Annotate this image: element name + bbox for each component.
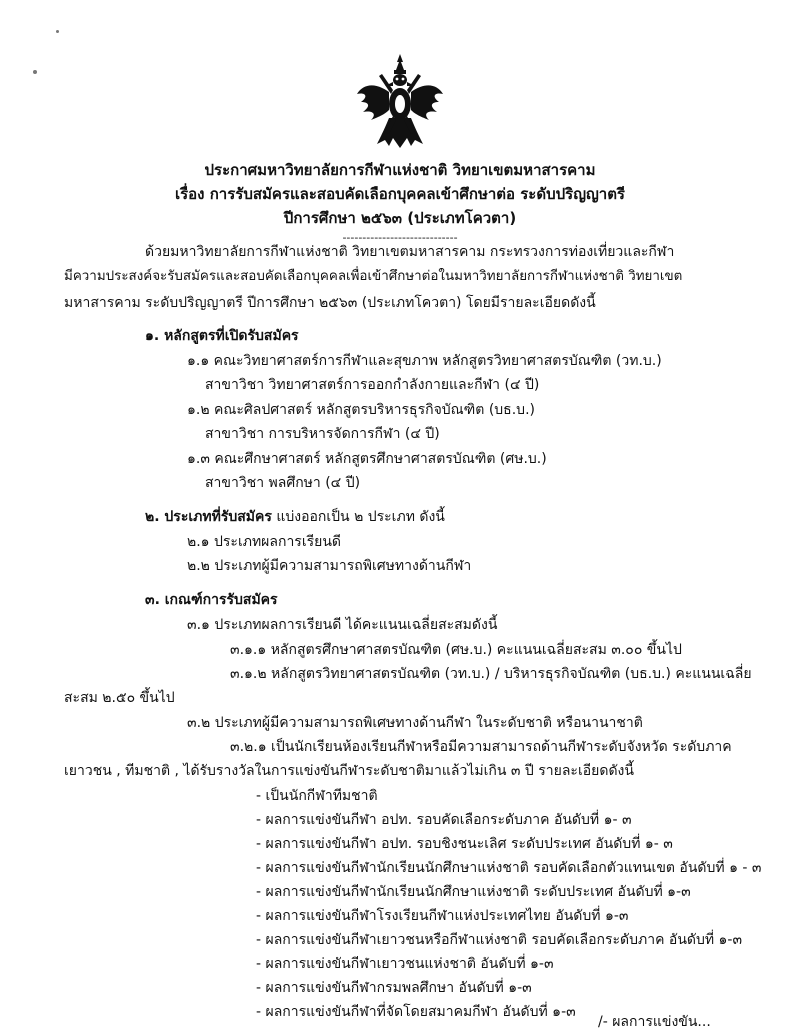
list-item: - ผลการแข่งขันกีฬานักเรียนนักศึกษาแห่งชาติ รอบคัดเลือกตัวแทนเขต อันดับที่ ๑ - ๓ <box>256 860 762 876</box>
intro-line-1: ด้วยมหาวิทยาลัยการกีฬาแห่งชาติ วิทยาเขตมหาสารคาม กระทรวงการท่องเที่ยวและกีฬา <box>145 244 675 260</box>
s2-item-1: ๒.๑ ประเภทผลการเรียนดี <box>187 534 341 550</box>
list-item: - ผลการแข่งขันกีฬาโรงเรียนกีฬาแห่งประเทศไทย อันดับที่ ๑-๓ <box>256 908 629 924</box>
s2-item-2: ๒.๒ ประเภทผู้มีความสามารถพิเศษทางด้านกีฬา <box>187 558 472 574</box>
intro-line-3: มหาสารคาม ระดับปริญญาตรี ปีการศึกษา ๒๕๖๓ (ประเภทโควตา) โดยมีรายละเอียดดังนี้ <box>64 295 596 311</box>
header-line-2: เรื่อง การรับสมัครและสอบคัดเลือกบุคคลเข้าศึกษาต่อ ระดับปริญญาตรี <box>174 185 625 203</box>
continued-footer: /- ผลการแข่งขัน... <box>598 1014 711 1030</box>
section-1-heading: ๑. หลักสูตรที่เปิดรับสมัคร <box>145 328 299 344</box>
s1-item-3: ๑.๓ คณะศึกษาศาสตร์ หลักสูตรศึกษาศาสตรบัณฑิต (ศษ.บ.) <box>187 451 547 467</box>
s3-item-2-1: ๓.๒.๑ เป็นนักเรียนห้องเรียนกีฬาหรือมีความสามารถด้านกีฬาระดับจังหวัด ระดับภาค <box>230 739 732 755</box>
list-item: - ผลการแข่งขันกีฬากรมพลศึกษา อันดับที่ ๑-๓ <box>256 980 532 996</box>
s1-item-2: ๑.๒ คณะศิลปศาสตร์ หลักสูตรบริหารธุรกิจบัณฑิต (บธ.บ.) <box>187 402 535 418</box>
list-item: - ผลการแข่งขันกีฬาเยาวชนหรือกีฬาแห่งชาติ รอบคัดเลือกระดับภาค อันดับที่ ๑-๓ <box>256 932 743 948</box>
list-item: - ผลการแข่งขันกีฬาเยาวชนแห่งชาติ อันดับที่ ๑-๓ <box>256 956 554 972</box>
s3-item-1-2-cont: สะสม ๒.๕๐ ขึ้นไป <box>64 690 175 706</box>
header-divider: ----------------------------- <box>342 231 458 244</box>
scan-speck <box>33 70 37 74</box>
header-line-1: ประกาศมหาวิทยาลัยการกีฬาแห่งชาติ วิทยาเขตมหาสารคาม <box>204 161 596 179</box>
list-item: - ผลการแข่งขันกีฬา อปท. รอบคัดเลือกระดับภาค อันดับที่ ๑- ๓ <box>256 812 632 828</box>
header-line-3: ปีการศึกษา ๒๕๖๓ (ประเภทโควตา) <box>283 209 517 227</box>
section-2-heading-rest: แบ่งออกเป็น ๒ ประเภท ดังนี้ <box>271 509 445 525</box>
section-2-heading-row <box>145 507 445 527</box>
list-item: - ผลการแข่งขันกีฬานักเรียนนักศึกษาแห่งชาติ ระดับประเทศ อันดับที่ ๑-๓ <box>256 884 691 900</box>
s3-item-1: ๓.๑ ประเภทผลการเรียนดี ได้คะแนนเฉลี่ยสะสมดังนี้ <box>187 617 498 633</box>
s3-item-1-1: ๓.๑.๑ หลักสูตรศึกษาศาสตรบัณฑิต (ศษ.บ.) คะแนนเฉลี่ยสะสม ๓.๐๐ ขึ้นไป <box>230 642 682 658</box>
s1-item-3-major: สาขาวิชา พลศึกษา (๔ ปี) <box>205 475 361 491</box>
list-item: - เป็นนักกีฬาทีมชาติ <box>256 788 378 804</box>
s3-item-2: ๓.๒ ประเภทผู้มีความสามารถพิเศษทางด้านกีฬา ในระดับชาติ หรือนานาชาติ <box>187 715 643 731</box>
s3-item-2-1-cont: เยาวชน , ทีมชาติ , ได้รับรางวัลในการแข่งขันกีฬาระดับชาติมาแล้วไม่เกิน ๓ ปี รายละเอียดดังนี้ <box>64 763 634 779</box>
s1-item-1-major: สาขาวิชา วิทยาศาสตร์การออกกำลังกายและกีฬา (๔ ปี) <box>205 377 540 393</box>
intro-line-2: มีความประสงค์จะรับสมัครและสอบคัดเลือกบุคคลเพื่อเข้าศึกษาต่อในมหาวิทยาลัยการกีฬาแห่งชาติ วิทยาเขต <box>64 269 683 284</box>
section-3-heading: ๓. เกณฑ์การรับสมัคร <box>145 592 278 608</box>
list-item: - ผลการแข่งขันกีฬา อปท. รอบชิงชนะเลิศ ระดับประเทศ อันดับที่ ๑- ๓ <box>256 836 673 852</box>
s1-item-2-major: สาขาวิชา การบริหารจัดการกีฬา (๔ ปี) <box>205 426 440 442</box>
list-item: - ผลการแข่งขันกีฬาที่จัดโดยสมาคมกีฬา อันดับที่ ๑-๓ <box>256 1004 576 1020</box>
s3-item-1-2: ๓.๑.๒ หลักสูตรวิทยาศาสตรบัณฑิต (วท.บ.) / บริหารธุรกิจบัณฑิต (บธ.บ.) คะแนนเฉลี่ย <box>230 666 752 682</box>
garuda-emblem-icon <box>355 52 445 150</box>
scan-speck <box>56 30 59 33</box>
s1-item-1: ๑.๑ คณะวิทยาศาสตร์การกีฬาและสุขภาพ หลักสูตรวิทยาศาสตรบัณฑิต (วท.บ.) <box>187 353 662 369</box>
section-2-heading: ๒. ประเภทที่รับสมัคร <box>145 509 272 525</box>
